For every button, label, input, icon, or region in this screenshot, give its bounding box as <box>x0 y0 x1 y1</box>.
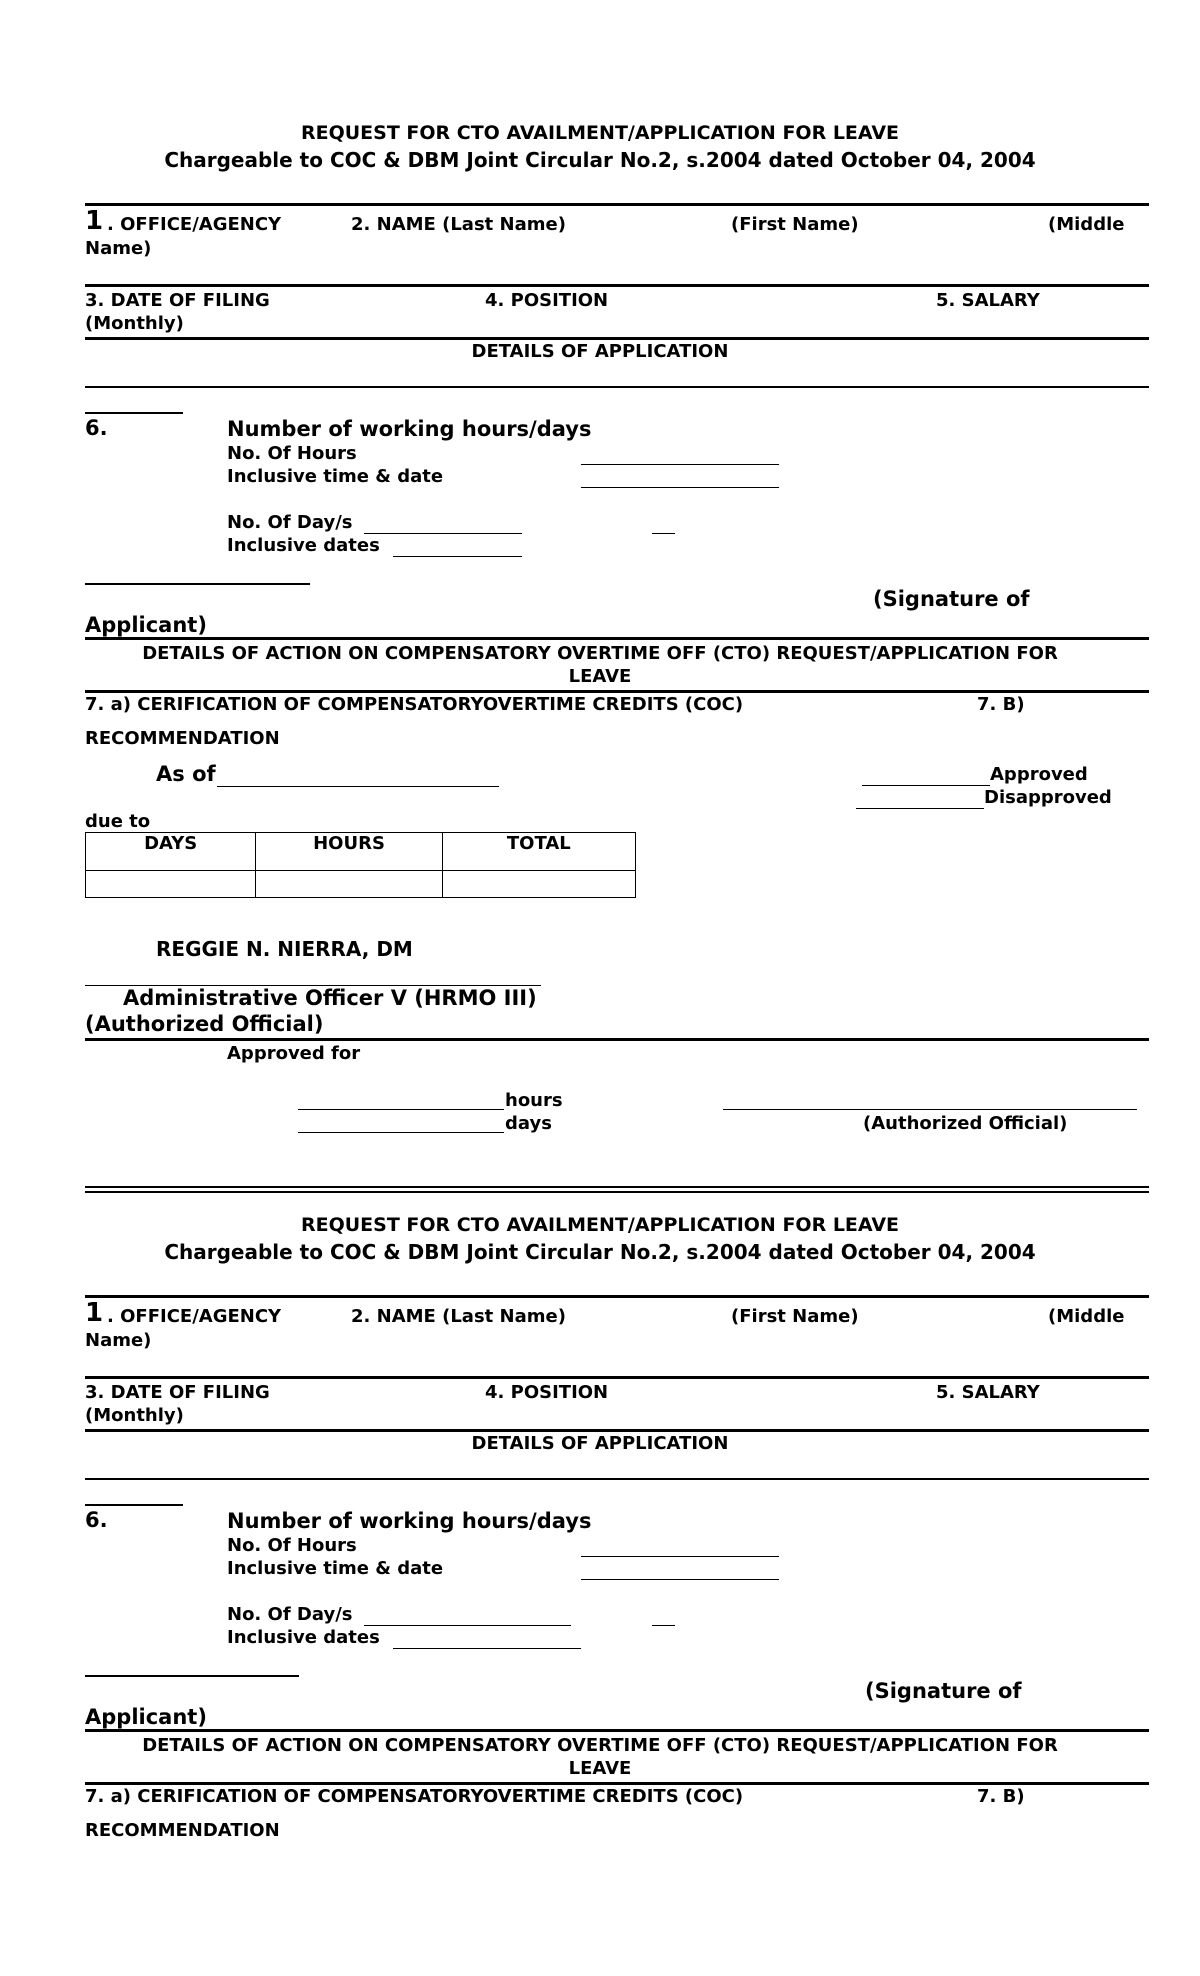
form-title: REQUEST FOR CTO AVAILMENT/APPLICATION FOR LEAVE <box>300 122 900 144</box>
no-of-hours-label: No. Of Hours <box>227 1535 357 1556</box>
inclusive-dates-label: Inclusive dates <box>227 535 380 556</box>
divider <box>85 1376 1149 1379</box>
blank-line <box>85 412 183 414</box>
name-label: 2. NAME (Last Name) <box>351 1306 566 1327</box>
approved-days-blank[interactable] <box>298 1132 504 1133</box>
item-7b-label: 7. B) <box>977 1786 1025 1807</box>
hours-label: hours <box>505 1090 563 1111</box>
divider <box>85 386 1149 388</box>
as-of-blank[interactable] <box>217 786 499 787</box>
table-cell-hours[interactable] <box>256 871 442 898</box>
divider <box>85 1729 1149 1732</box>
middle-name-label: (Middle <box>1048 214 1125 235</box>
divider <box>85 690 1149 693</box>
recommendation-label: RECOMMENDATION <box>85 1820 280 1841</box>
item-7a-label: 7. a) CERIFICATION OF COMPENSATORYOVERTIME CREDITS (COC) <box>85 1786 744 1807</box>
coc-table <box>85 832 636 898</box>
table-header-hours: HOURS <box>256 833 442 871</box>
item-7b-label: 7. B) <box>977 694 1025 715</box>
hours-blank[interactable] <box>581 1556 779 1557</box>
name-label: 2. NAME (Last Name) <box>351 214 566 235</box>
officer-title: Administrative Officer V (HRMO III) <box>123 986 537 1010</box>
authorized-signature-line[interactable] <box>723 1109 1137 1110</box>
action-heading: DETAILS OF ACTION ON COMPENSATORY OVERTIME OFF (CTO) REQUEST/APPLICATION FOR <box>142 643 1058 664</box>
date-of-filing-label: 3. DATE OF FILING <box>85 290 270 311</box>
field-number: 1 <box>85 1298 104 1328</box>
inclusive-time-blank[interactable] <box>581 1579 779 1580</box>
signature-of-label: (Signature of <box>865 1679 1022 1703</box>
approved-label: Approved <box>990 764 1088 785</box>
days-blank[interactable] <box>364 533 522 534</box>
table-header-days: DAYS <box>86 833 256 871</box>
no-of-hours-label: No. Of Hours <box>227 443 357 464</box>
position-label: 4. POSITION <box>485 290 609 311</box>
blank-line <box>85 1504 183 1506</box>
salary-label: 5. SALARY <box>936 290 1040 311</box>
working-hours-heading: Number of working hours/days <box>227 417 592 441</box>
first-name-label: (First Name) <box>731 1306 859 1327</box>
recommendation-label: RECOMMENDATION <box>85 728 280 749</box>
authorized-official-label: (Authorized Official) <box>85 1012 324 1036</box>
table-header-total: TOTAL <box>442 833 635 871</box>
item-6-number: 6. <box>85 1508 108 1532</box>
signature-line[interactable] <box>85 583 310 585</box>
inclusive-dates-blank[interactable] <box>393 1648 581 1649</box>
salary-label: 5. SALARY <box>936 1382 1040 1403</box>
item-7a-label: 7. a) CERIFICATION OF COMPENSATORYOVERTIME CREDITS (COC) <box>85 694 744 715</box>
form-title: REQUEST FOR CTO AVAILMENT/APPLICATION FOR LEAVE <box>300 1214 900 1236</box>
no-of-days-label: No. Of Day/s <box>227 1604 353 1625</box>
middle-name-label-cont: Name) <box>85 238 152 259</box>
separator-line-top <box>85 1186 1149 1188</box>
form-subtitle: Chargeable to COC & DBM Joint Circular No.2, s.2004 dated October 04, 2004 <box>164 1240 1036 1264</box>
separator-line-bottom <box>85 1191 1149 1193</box>
table-cell-total[interactable] <box>442 871 635 898</box>
action-heading-cont: LEAVE <box>568 666 632 687</box>
action-heading: DETAILS OF ACTION ON COMPENSATORY OVERTIME OFF (CTO) REQUEST/APPLICATION FOR <box>142 1735 1058 1756</box>
signature-of-label: (Signature of <box>873 587 1030 611</box>
divider <box>85 203 1149 206</box>
middle-name-label: (Middle <box>1048 1306 1125 1327</box>
applicant-label: Applicant) <box>85 613 207 637</box>
authorized-official-signature-label: (Authorized Official) <box>863 1113 1068 1134</box>
days-blank[interactable] <box>364 1625 571 1626</box>
action-heading-cont: LEAVE <box>568 1758 632 1779</box>
divider <box>85 284 1149 287</box>
due-to-label: due to <box>85 811 151 832</box>
as-of-label: As of <box>156 762 216 786</box>
divider <box>85 1038 1149 1041</box>
divider <box>85 1295 1149 1298</box>
middle-name-label-cont: Name) <box>85 1330 152 1351</box>
disapproved-label: Disapproved <box>984 787 1112 808</box>
date-of-filing-label: 3. DATE OF FILING <box>85 1382 270 1403</box>
office-agency-label: . OFFICE/AGENCY <box>107 214 282 235</box>
applicant-label: Applicant) <box>85 1705 207 1729</box>
hours-blank[interactable] <box>581 464 779 465</box>
details-heading: DETAILS OF APPLICATION <box>471 1433 729 1454</box>
working-hours-heading: Number of working hours/days <box>227 1509 592 1533</box>
inclusive-dates-blank[interactable] <box>393 556 522 557</box>
signature-line[interactable] <box>85 1675 299 1677</box>
disapproved-blank[interactable] <box>856 808 984 809</box>
monthly-label: (Monthly) <box>85 1405 184 1426</box>
position-label: 4. POSITION <box>485 1382 609 1403</box>
approved-for-label: Approved for <box>227 1043 361 1064</box>
inclusive-time-label: Inclusive time & date <box>227 466 444 487</box>
small-blank <box>652 1625 675 1626</box>
approved-hours-blank[interactable] <box>298 1109 504 1110</box>
first-name-label: (First Name) <box>731 214 859 235</box>
table-cell-days[interactable] <box>86 871 256 898</box>
no-of-days-label: No. Of Day/s <box>227 512 353 533</box>
form-subtitle: Chargeable to COC & DBM Joint Circular No.2, s.2004 dated October 04, 2004 <box>164 148 1036 172</box>
divider <box>85 1478 1149 1480</box>
inclusive-dates-label: Inclusive dates <box>227 1627 380 1648</box>
monthly-label: (Monthly) <box>85 313 184 334</box>
inclusive-time-blank[interactable] <box>581 487 779 488</box>
inclusive-time-label: Inclusive time & date <box>227 1558 444 1579</box>
divider <box>85 637 1149 640</box>
approved-blank[interactable] <box>862 785 990 786</box>
days-label: days <box>505 1113 552 1134</box>
details-heading: DETAILS OF APPLICATION <box>471 341 729 362</box>
small-blank <box>652 533 675 534</box>
office-agency-label: . OFFICE/AGENCY <box>107 1306 282 1327</box>
divider <box>85 1429 1149 1432</box>
divider <box>85 1782 1149 1785</box>
field-number: 1 <box>85 206 104 236</box>
officer-name: REGGIE N. NIERRA, DM <box>156 937 413 961</box>
item-6-number: 6. <box>85 416 108 440</box>
divider <box>85 337 1149 340</box>
